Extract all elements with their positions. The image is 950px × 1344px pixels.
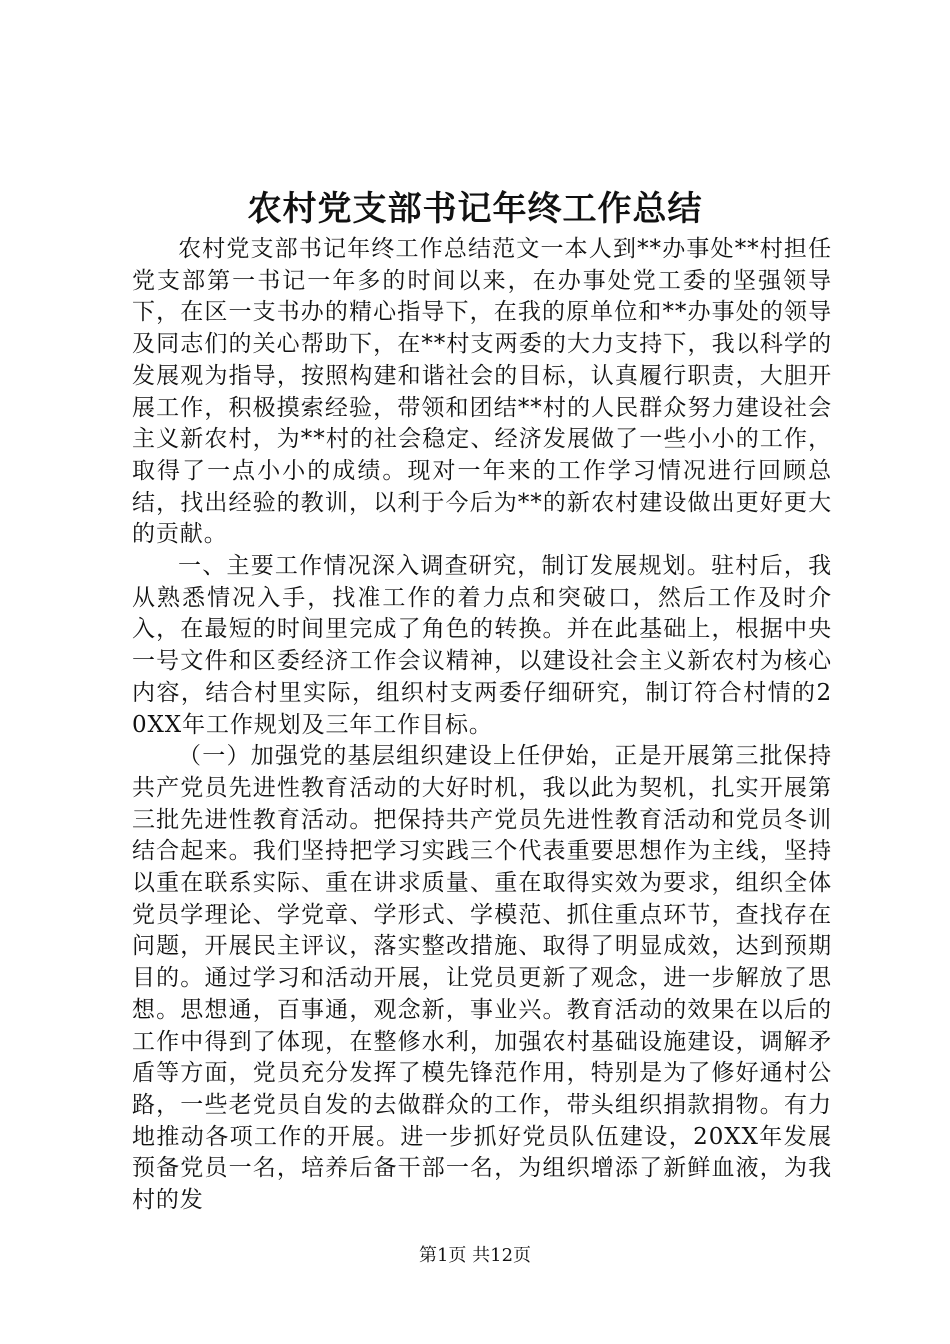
document-title: 农村党支部书记年终工作总结 [247,189,703,229]
body-paragraph-subsection-1: （一）加强党的基层组织建设上任伊始，正是开展第三批保持共产党员先进性教育活动的大好时机，我以此为契机，扎实开展第三批先进性教育活动。把保持共产党员先进性教育活动和党员冬训结合起来。我们坚持把学习实践三个代表重要思想作为主线，坚持以重在联系实际、重在讲求质量、重在取得实效为要求，组织全体党员学理论、学党章、学形式、学模范、抓住重点环节，查找存在问题，开展民主评议，落实整改措施、取得了明显成效，达到预期目的。通过学习和活动开展，让党员更新了观念，进一步解放了思想。思想通，百事通，观念新，事业兴。教育活动的效果在以后的工作中得到了体现，在整修水利，加强农村基础设施建设，调解矛盾等方面，党员充分发挥了模先锋范作用，特别是为了修好通村公路，一些老党员自发的去做群众的工作，带头组织捐款捐物。有力地推动各项工作的开展。进一步抓好党员队伍建设，20XX年发展预备党员一名，培养后备干部一名，为组织增添了新鲜血液，为我村的发 [132,743,832,1214]
page-number-footer: 第1页 共12页 [418,1245,532,1266]
body-paragraph-intro: 农村党支部书记年终工作总结范文一本人到**办事处**村担任党支部第一书记一年多的时间以来，在办事处党工委的坚强领导下，在区一支书办的精心指导下，在我的原单位和**办事处的领导及同志们的关心帮助下，在**村支两委的大力支持下，我以科学的发展观为指导，按照构建和谐社会的目标，认真履行职责，大胆开展工作，积极摸索经验，带领和团结**村的人民群众努力建设社会主义新农村，为**村的社会稳定、经济发展做了一些小小的工作，取得了一点小小的成绩。现对一年来的工作学习情况进行回顾总结，找出经验的教训，以利于今后为**的新农村建设做出更好更大的贡献。 [132,236,832,548]
document-body [132,234,832,1217]
body-paragraph-section-1: 一、主要工作情况深入调查研究，制订发展规划。驻村后，我从熟悉情况入手，找准工作的着力点和突破口，然后工作及时介入，在最短的时间里完成了角色的转换。并在此基础上，根据中央一号文件和区委经济工作会议精神，以建设社会主义新农村为核心内容，结合村里实际，组织村支两委仔细研究，制订符合村情的20XX年工作规划及三年工作目标。 [132,553,832,738]
